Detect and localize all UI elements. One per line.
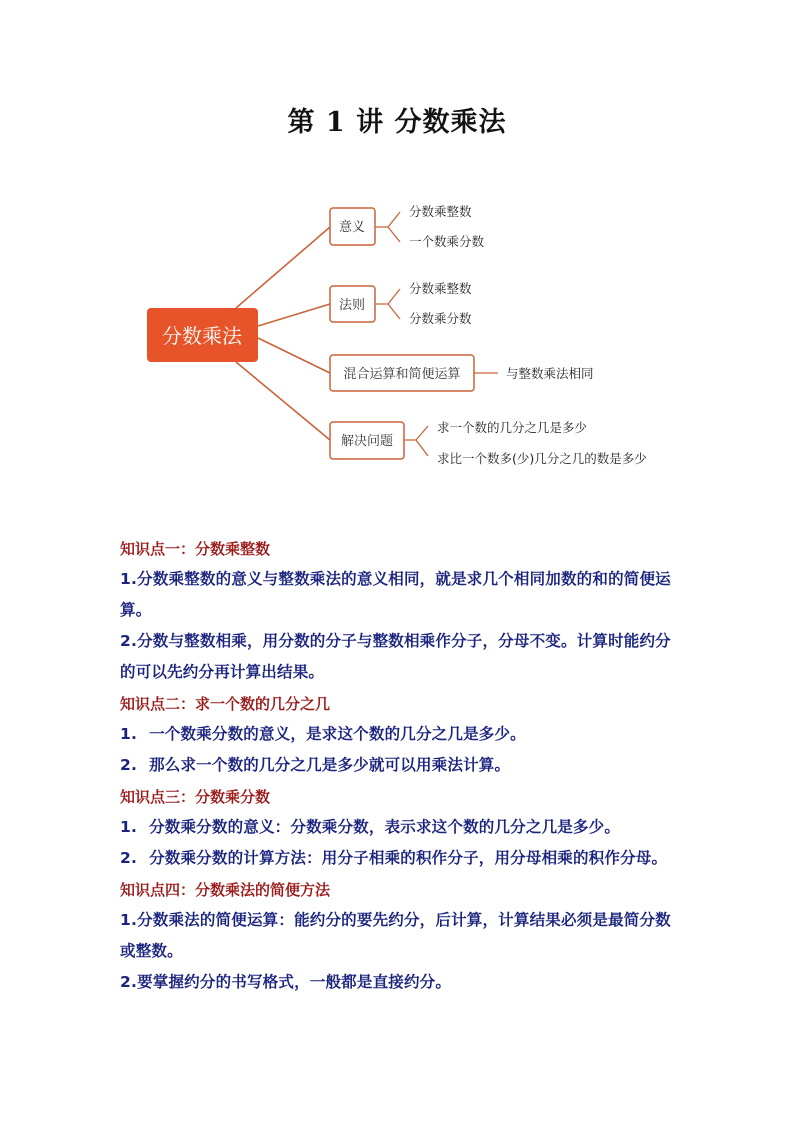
leaf-3-1: 与整数乘法相同 — [506, 366, 594, 381]
root-label: 分数乘法 — [162, 324, 242, 348]
connector-1 — [236, 227, 330, 308]
branch-label-2: 法则 — [338, 298, 366, 313]
section-4-item-1: 1.分数乘法的简便运算：能约分的要先约分，后计算，计算结果必须是最简分数或整数。 — [120, 911, 671, 960]
page-title: 第 1 讲 分数乘法 — [287, 107, 507, 138]
section-heading-4: 知识点四：分数乘法的简便方法 — [120, 881, 331, 899]
section-3-item-2: 2. 分数乘分数的计算方法：用分子相乘的积作分子，用分母相乘的积作分母。 — [120, 849, 668, 867]
leaf-2-2: 分数乘分数 — [409, 311, 472, 326]
knowledge-points — [120, 533, 685, 998]
leaf-2-1: 分数乘整数 — [409, 281, 472, 296]
leaf-1-2: 一个数乘分数 — [409, 234, 485, 249]
leaf-1-1: 分数乘整数 — [409, 204, 472, 219]
section-4-item-2: 2.要掌握约分的书写格式，一般都是直接约分。 — [120, 973, 452, 991]
branch-label-3: 混合运算和简便运算 — [343, 367, 461, 382]
root-node — [147, 308, 258, 362]
section-heading-1: 知识点一：分数乘整数 — [120, 540, 271, 558]
section-2-item-2: 2. 那么求一个数的几分之几是多少就可以用乘法计算。 — [120, 756, 511, 774]
connector-4 — [236, 362, 330, 440]
leaf-connector-2 — [375, 289, 400, 319]
section-3-item-1: 1. 分数乘分数的意义：分数乘分数，表示求这个数的几分之几是多少。 — [120, 818, 621, 836]
branch-label-4: 解决问题 — [340, 434, 394, 449]
leaf-4-1: 求一个数的几分之几是多少 — [437, 420, 588, 435]
section-2-item-1: 1. 一个数乘分数的意义，是求这个数的几分之几是多少。 — [120, 725, 526, 743]
leaf-connector-1 — [375, 212, 400, 242]
connector-2 — [258, 304, 330, 326]
section-heading-2: 知识点二：求一个数的几分之几 — [120, 695, 331, 713]
leaf-4-2: 求比一个数多(少)几分之几的数是多少 — [437, 451, 647, 466]
section-1-item-1: 1.分数乘整数的意义与整数乘法的意义相同，就是求几个相同加数的和的简便运算。 — [120, 570, 671, 619]
connector-3 — [258, 338, 330, 373]
branch-label-1: 意义 — [338, 220, 366, 235]
mind-map — [0, 190, 794, 480]
section-1-item-2: 2.分数与整数相乘，用分数的分子与整数相乘作分子，分母不变。计算时能约分的可以先约分再计算出结果。 — [120, 632, 671, 681]
section-heading-3: 知识点三：分数乘分数 — [120, 788, 271, 806]
leaf-connector-4 — [404, 426, 428, 456]
